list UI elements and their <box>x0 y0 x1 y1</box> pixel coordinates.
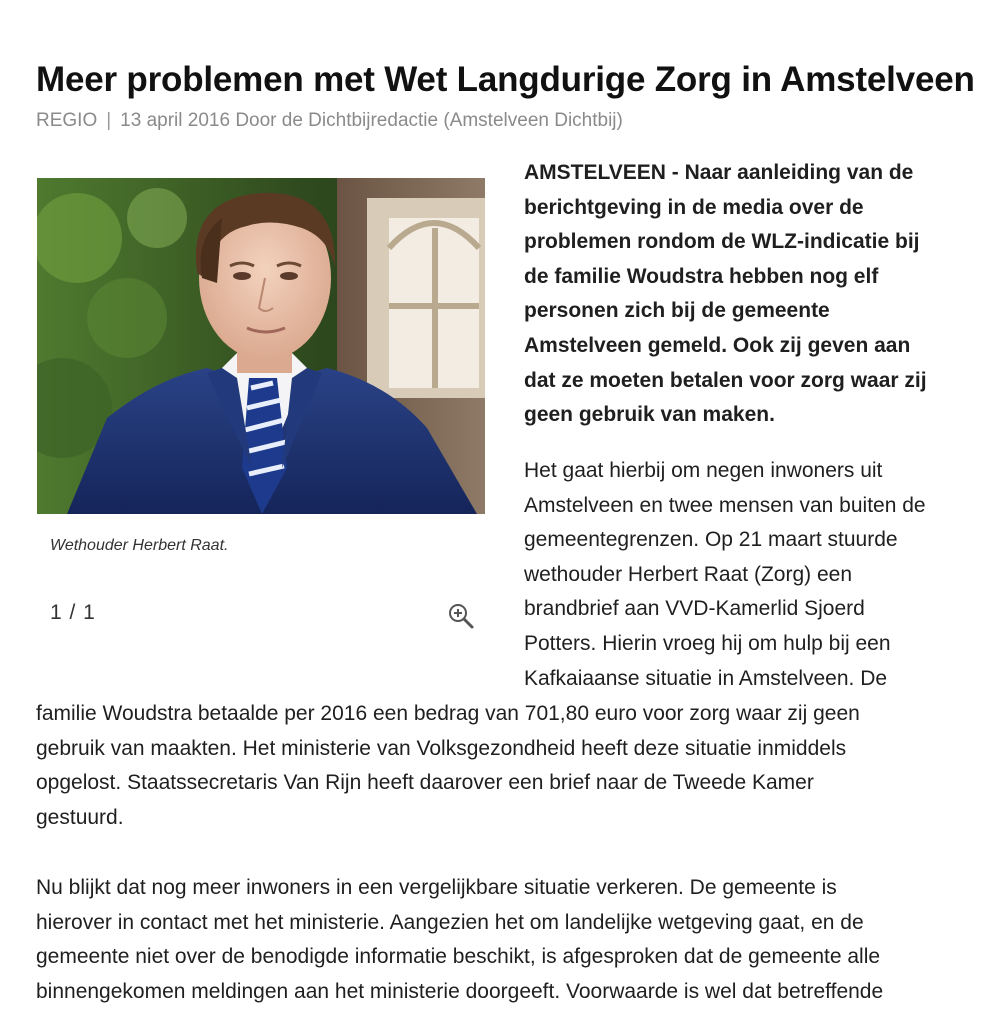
article-lead <box>524 156 994 433</box>
paragraph-line: familie Woudstra betaalde per 2016 een bedrag van 701,80 euro voor zorg waar zij geen <box>36 702 860 725</box>
paragraph-line: Potters. Hierin vroeg hij om hulp bij een <box>524 631 891 655</box>
paragraph-line: gemeentegrenzen. Op 21 maart stuurde <box>524 528 898 552</box>
article-photo[interactable] <box>37 178 485 514</box>
paragraph-line: gemeente niet over de benodigde informatie beschikt, is afgesproken dat de gemeente alle <box>36 945 881 969</box>
paragraph-line: Amstelveen en twee mensen van buiten de <box>524 493 926 517</box>
lead-line: AMSTELVEEN - Naar aanleiding van de <box>524 161 914 184</box>
paragraph-line: brandbrief aan VVD-Kamerlid Sjoerd <box>524 597 865 621</box>
byline: 13 april 2016 Door de Dichtbijredactie (Amstelveen Dichtbij) <box>120 110 623 131</box>
lead-line: problemen rondom de WLZ-indicatie bij <box>524 230 920 254</box>
body-paragraph-1 <box>524 454 994 696</box>
body-paragraph-1-continued <box>36 697 996 835</box>
lead-line: Amstelveen gemeld. Ook zij geven aan <box>524 333 911 357</box>
lead-line: personen zich bij de gemeente <box>524 299 830 323</box>
lead-line: dat ze moeten betalen voor zorg waar zij <box>524 368 927 392</box>
image-counter: 1 / 1 <box>50 601 96 624</box>
article-meta <box>36 108 623 134</box>
lead-line: berichtgeving in de media over de <box>524 195 864 219</box>
paragraph-line: hierover in contact met het ministerie. Aangezien het om landelijke wetgeving gaat, en de <box>36 910 864 934</box>
lead-line: geen gebruik van maken. <box>524 403 775 427</box>
lead-line: de familie Woudstra hebben nog elf <box>524 264 879 288</box>
paragraph-line: wethouder Herbert Raat (Zorg) een <box>524 562 852 586</box>
zoom-in-icon[interactable] <box>447 602 475 630</box>
paragraph-line: binnengekomen meldingen aan het ministerie doorgeeft. Voorwaarde is wel dat betreffende <box>36 979 884 1003</box>
paragraph-line: Het gaat hierbij om negen inwoners uit <box>524 459 883 482</box>
article-title: Meer problemen met Wet Langdurige Zorg in Amstelveen <box>36 60 975 99</box>
paragraph-line: gestuurd. <box>36 805 124 829</box>
meta-separator: | <box>106 110 112 131</box>
paragraph-line: Nu blijkt dat nog meer inwoners in een vergelijkbare situatie verkeren. De gemeente is <box>36 876 837 899</box>
photo-caption: Wethouder Herbert Raat. <box>50 537 229 554</box>
paragraph-line: Kafkaiaanse situatie in Amstelveen. De <box>524 666 888 690</box>
paragraph-line: gebruik van maakten. Het ministerie van Volksgezondheid heeft deze situatie inmiddels <box>36 736 847 760</box>
body-paragraph-2 <box>36 871 996 1009</box>
section-label[interactable]: REGIO <box>36 110 98 131</box>
paragraph-line: opgelost. Staatssecretaris Van Rijn heeft daarover een brief naar de Tweede Kamer <box>36 771 814 795</box>
